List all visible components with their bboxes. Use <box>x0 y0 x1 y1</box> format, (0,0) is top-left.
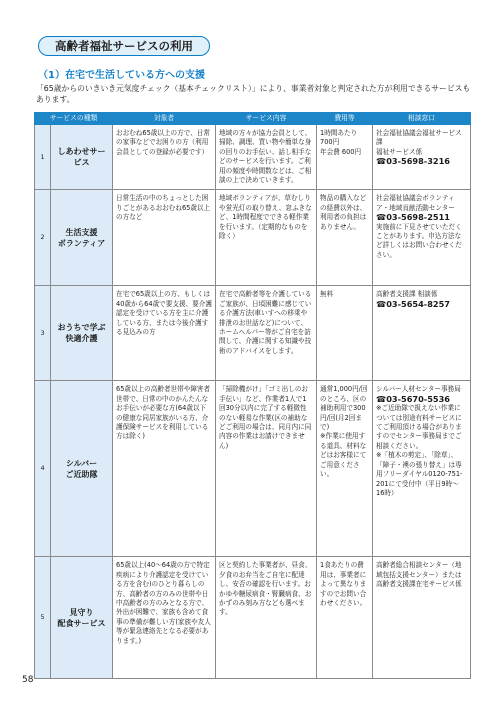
row-number: 3 <box>35 286 51 381</box>
service-name-line: ご近助隊 <box>65 469 98 479</box>
phone-number: ☎03-5654-8257 <box>376 298 450 309</box>
header-service-type: サービスの種類 <box>35 113 113 125</box>
page-banner: 高齢者福祉サービスの利用 <box>38 36 210 56</box>
target-cell: 日常生活の中のちょっとした困りごとがあるおおむね65歳以上の方など <box>113 190 216 286</box>
service-name <box>51 557 113 679</box>
contact-office: 社会福祉協議会福祉サービス課 福祉サービス係 <box>376 129 462 156</box>
table-row <box>35 286 471 381</box>
table-row <box>35 381 471 557</box>
service-name <box>51 190 113 286</box>
table-row <box>35 125 471 190</box>
service-name-line: 快適介護 <box>65 334 98 344</box>
contact-cell <box>373 381 471 557</box>
page-number: 58 <box>22 675 34 685</box>
row-number: 1 <box>35 125 51 190</box>
contact-cell <box>373 286 471 381</box>
fee-cell: 通常1,000円/回のところ、区の補助利用で300円/回(月2回まで) ※作業に使用する道具、材料などはお客様にてご用意ください。 <box>317 381 373 557</box>
phone-number: ☎03-5670-5536 <box>376 393 450 404</box>
content-cell: 地域ボランティアが、草むしりや蛍光灯の取り替え、窓ふきなど、1時間程度でできる軽作業を行います。（定期的なものを除く） <box>216 190 317 286</box>
target-cell: 65歳以上(40〜64歳の方で特定疾病により介護認定を受けている方を含む)のひとり暮らしの方、高齢者の方のみの世帯や日中高齢者の方のみとなる方で、外出が困難で、家族も含めて食事の準備が難しい方(家族や友人等が緊急連絡先となる必要があります。) <box>113 557 216 679</box>
content-cell: 地域の方々が協力会員として、掃除、調理、買い物や簡単な身の回りのお手伝い、話し相手などのサービスを行います。ご利用の頻度や時間数などは、ご相談の上で決めていきます。 <box>216 125 317 190</box>
contact-cell <box>373 125 471 190</box>
header-contact: 相談窓口 <box>373 113 471 125</box>
row-number: 5 <box>35 557 51 679</box>
contact-office: 社会福祉協議会ボランティア・地域貢献活動センター <box>376 194 455 212</box>
contact-note: ※ご近助隊で扱えない作業については別途有料サービスにてご利用頂ける場合がありますのでセンター事務局までご相談ください。 ※「植木の剪定」、「除草」、「障子・襖の張り替え」は専用フリーダイヤル0120-751-201にて受付中（平日9時〜16時） <box>376 404 463 497</box>
header-content: サービス内容 <box>216 113 317 125</box>
contact-note: 実施前に下見させていただくことがあります。申込方法など詳しくはお問い合わせください。 <box>376 222 462 259</box>
service-name <box>51 381 113 557</box>
services-table <box>34 112 471 679</box>
service-name-line: ボランティア <box>57 238 106 248</box>
table-row <box>35 190 471 286</box>
target-cell: 在宅で65歳以上の方、もしくは40歳から64歳で要支援、要介護認定を受けている方を主に介護している方、または今後介護する見込みの方 <box>113 286 216 381</box>
table-header-row <box>35 113 471 125</box>
content-cell: 区と契約した事業者が、昼食、夕食のお弁当をご自宅に配達し、安否の確認を行います。おかゆや糖尿病食・腎臓病食、おかずのみ刻み方なども選べます。 <box>216 557 317 679</box>
contact-office: シルバー人材センター事務局 <box>376 385 461 394</box>
intro-text: 「65歳からのいきいき元気度チェック（基本チェックリスト）」により、事業者対象と判定された方が利用できるサービスもあります。 <box>36 84 471 104</box>
phone-number: ☎03-5698-3216 <box>376 156 450 167</box>
fee-cell: 1時間あたり700円 年会費 600円 <box>317 125 373 190</box>
target-cell: 65歳以上の高齢者世帯や障害者世帯で、日常の中のかんたんなお手伝いが必要な方(64歳以下の健康な同居家族がいる方、介護保険サービスを利用している方は除く) <box>113 381 216 557</box>
row-number: 4 <box>35 381 51 557</box>
service-name-line: 配食サービス <box>57 618 106 628</box>
service-name-line: シルバー <box>65 458 98 468</box>
header-fee: 費用等 <box>317 113 373 125</box>
contact-cell <box>373 557 471 679</box>
section-title: （1）在宅で生活している方への支援 <box>38 70 205 81</box>
service-name-line: おうちで学ぶ <box>57 323 106 333</box>
content-cell: 在宅で高齢者等を介護しているご家族が、日頃困難に感じている介護方法(車いすへの移乗や排泄のお世話など)について、ホームヘルパー等がご自宅を訪問して、介護に関する知識や技術のアドバイスをします。 <box>216 286 317 381</box>
header-target: 対象者 <box>113 113 216 125</box>
row-number: 2 <box>35 190 51 286</box>
contact-office: 高齢者支援課 相談係 <box>376 290 438 299</box>
fee-cell: 無料 <box>317 286 373 381</box>
service-name-line: 生活支援 <box>65 227 98 237</box>
table-row <box>35 557 471 679</box>
service-name-line: しあわせサービス <box>57 147 106 168</box>
contact-cell <box>373 190 471 286</box>
fee-cell: 1食あたりの費用は、事業者によって異なりますのでお問い合わせください。 <box>317 557 373 679</box>
service-name <box>51 125 113 190</box>
content-cell: 「掃除機がけ」「ゴミ出しのお手伝い」など、作業者1人で1回30分以内に完了する軽微性のない軽易な作業(区の補助などご利用の場合は、同月内に同内容の作業はお請けできません) <box>216 381 317 557</box>
phone-number: ☎03-5698-2511 <box>376 212 450 223</box>
service-name-line: 見守り <box>69 607 94 617</box>
fee-cell: 物品の購入などの経費以外は、利用者の負担はありません。 <box>317 190 373 286</box>
target-cell: おおむね65歳以上の方で、日常の家事などでお困りの方（利用会員としての登録が必要です） <box>113 125 216 190</box>
service-name <box>51 286 113 381</box>
contact-office: 高齢者総合相談センター（地域包括支援センター）または高齢者支援課在宅サービス係 <box>376 561 462 589</box>
